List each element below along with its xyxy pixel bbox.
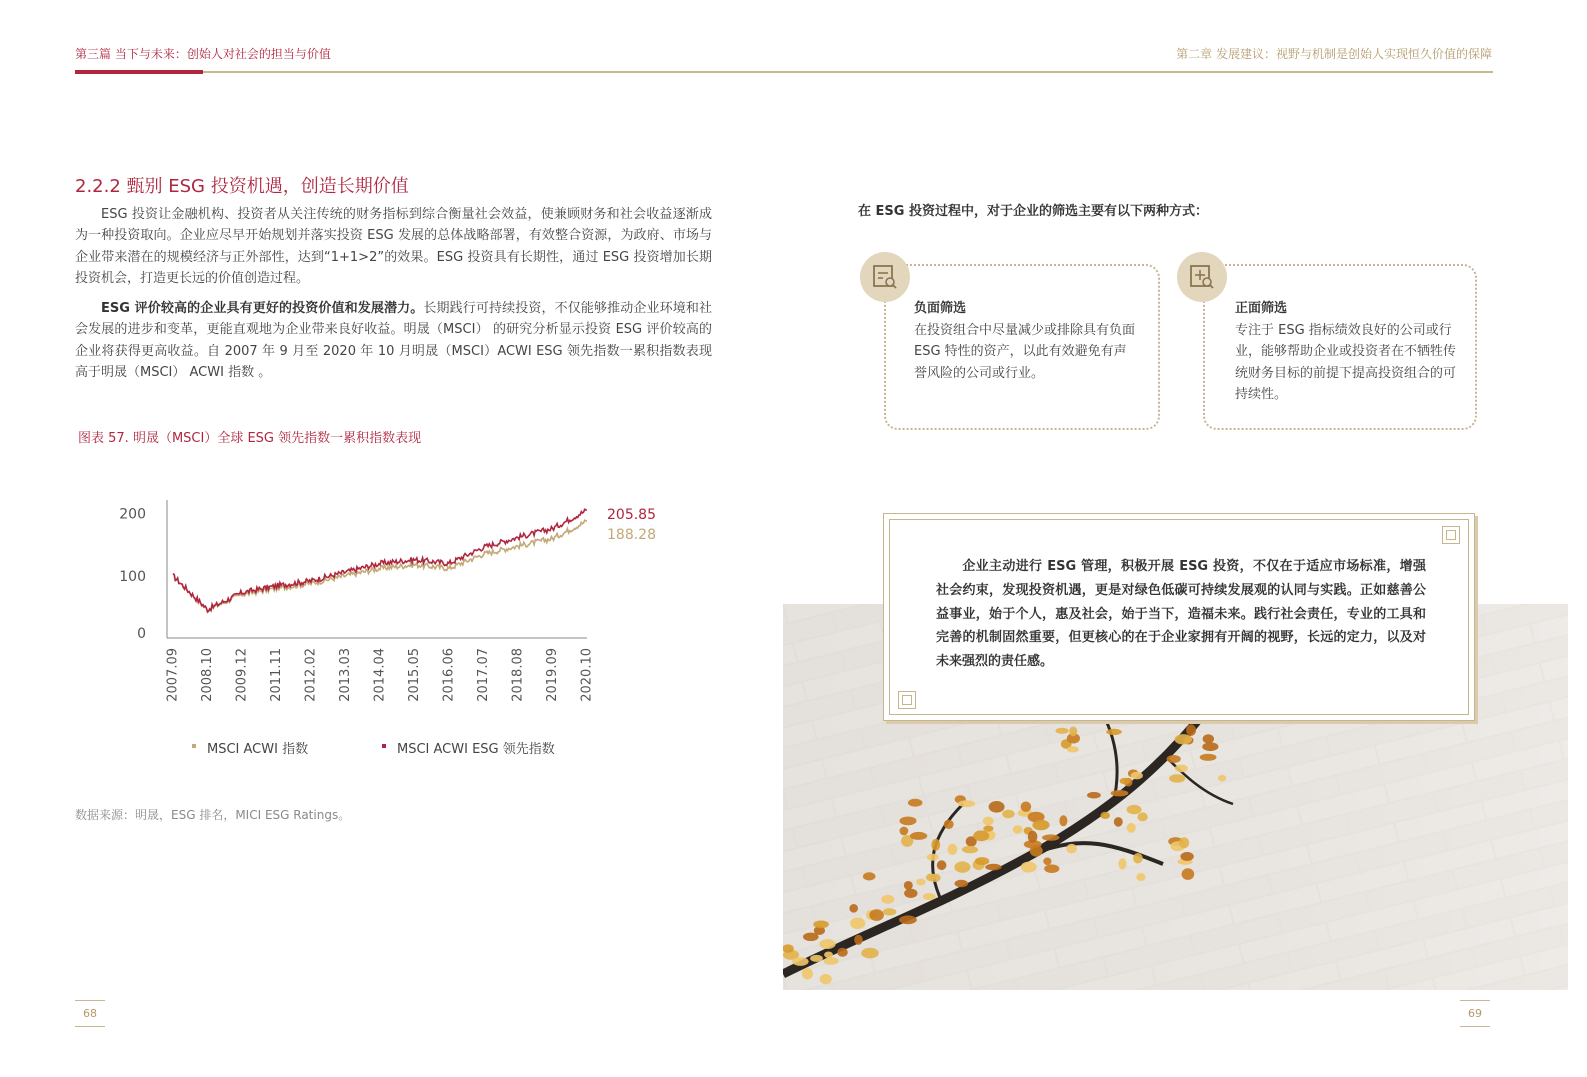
x-tick-label: 2014.04 <box>372 648 388 702</box>
x-tick-label: 2007.09 <box>165 648 181 702</box>
ginkgo-leaf <box>927 854 939 861</box>
plus-search-icon <box>1188 263 1216 291</box>
ginkgo-leaf <box>1021 862 1037 873</box>
legend-marker-2 <box>382 744 386 748</box>
chapter-header-right: 第二章 发展建议：视野与机制是创始人实现恒久价值的保障 <box>1176 47 1492 61</box>
ginkgo-leaf <box>1169 774 1185 782</box>
negative-screening-title: 负面筛选 <box>914 301 967 316</box>
x-tick-label: 2015.05 <box>407 648 422 702</box>
quote-body: 企业主动进行 ESG 管理，积极开展 ESG 投资，不仅在于适应市场标准，增强社会约束，发现投资机遇，更是对绿色低碳可持续发展观的认同与实践。正如慈善公益事业，始于个人，惠及社会，始于当下，造福未来。践行社会责任，专业的工具和完善的机制固然重要，但更核心的在于企业家拥有开阔的视野，长远的定力，以及对未来强烈的责任感。 <box>936 559 1426 670</box>
ginkgo-leaf <box>1066 844 1076 854</box>
ginkgo-leaf <box>861 948 879 959</box>
x-tick-label: 2012.02 <box>303 648 319 702</box>
ginkgo-leaf <box>883 908 897 915</box>
section-title: 2.2.2 甄别 ESG 投资机遇，创造长期价值 <box>75 176 409 197</box>
ginkgo-leaf <box>1032 820 1049 831</box>
ginkgo-leaf <box>900 817 917 826</box>
paragraph-2 <box>75 298 712 383</box>
ginkgo-leaf <box>1179 837 1189 848</box>
ginkgo-leaf <box>983 817 994 826</box>
ginkgo-leaf <box>926 874 935 882</box>
ginkgo-leaf <box>1013 825 1023 833</box>
end-label-esg-leaders: 205.85 <box>607 507 656 523</box>
ginkgo-leaf <box>973 830 989 841</box>
ginkgo-leaf <box>989 801 1005 813</box>
quote-text <box>936 555 1426 674</box>
ginkgo-leaf <box>948 844 958 855</box>
ginkgo-leaf <box>1059 815 1067 826</box>
ginkgo-leaf <box>1175 734 1193 744</box>
corner-square-top-right <box>1442 526 1460 544</box>
data-source-note: 数据来源：明晟，ESG 排名，MICI ESG Ratings。 <box>75 808 351 822</box>
y-tick-label: 100 <box>119 568 146 585</box>
ginkgo-leaf <box>958 800 975 807</box>
ginkgo-leaf <box>899 915 917 924</box>
header-accent-bar <box>75 70 203 74</box>
paragraph-1-text: ESG 投资让金融机构、投资者从关注传统的财务指标到综合衡量社会效益，使兼顾财务和社会收益逐渐成为一种投资取向。企业应尽早开始规划并落实投资 ESG 发展的总体战略部署，有效整合资源，为政府、市场与企业带来潜在的规模经济与正外部性，达到“1+1>2”的效果。ESG 投资具有长期性，通过 ESG 投资增加长期投资机会，打造更长远的价值创造过程。 <box>75 207 712 286</box>
ginkgo-leaf <box>975 857 989 865</box>
chapter-header-left: 第三篇 当下与未来：创始人对社会的担当与价值 <box>75 47 331 61</box>
corner-square-bottom-left <box>898 691 916 709</box>
ginkgo-leaf <box>1067 746 1079 752</box>
ginkgo-leaf <box>1106 729 1122 735</box>
ginkgo-leaf <box>1137 812 1147 821</box>
negative-screening-text: 在投资组合中尽量减少或排除具有负面 ESG 特性的资产，以此有效避免有声誉风险的公司或行业。 <box>914 323 1136 381</box>
ginkgo-leaf <box>1002 810 1014 819</box>
x-tick-label: 2008.10 <box>200 648 215 702</box>
x-tick-label: 2009.12 <box>234 648 250 702</box>
ginkgo-leaf <box>931 839 940 851</box>
legend-label-2: MSCI ACWI ESG 领先指数 <box>397 742 555 757</box>
ginkgo-leaf <box>1087 792 1101 799</box>
ginkgo-leaf <box>955 880 969 888</box>
paragraph-2-text: 长期践行可持续投资，不仅能够推动企业环境和社会发展的进步和变革，更能直观地为企业带来良好收益。明晟（MSCI） 的研究分析显示投资 ESG 评价较高的企业将获得更高收益。自 2007 年 9 月至 2020 年 10 月明晟（MSCI）ACWI ESG 领先指数一累积指数表现高于明晟（MSCI） ACWI 指数 。 <box>75 301 712 380</box>
ginkgo-leaf <box>1100 812 1110 819</box>
ginkgo-leaf <box>813 921 829 929</box>
ginkgo-leaf <box>1131 772 1143 780</box>
page-number-right: 69 <box>1460 1000 1490 1027</box>
ginkgo-leaf <box>1042 834 1059 840</box>
figure-caption: 图表 57. 明晟（MSCI）全球 ESG 领先指数一累积指数表现 <box>78 431 422 446</box>
page-number-left: 68 <box>75 1000 105 1027</box>
positive-screening-text: 专注于 ESG 指标绩效良好的公司或行业，能够帮助企业或投资者在不牺牲传统财务目标的前提下提高投资组合的可持续性。 <box>1235 323 1457 402</box>
ginkgo-leaf <box>803 933 819 942</box>
ginkgo-leaf <box>881 895 894 904</box>
x-tick-label: 2019.09 <box>545 648 560 702</box>
ginkgo-leaf <box>1056 728 1069 734</box>
ginkgo-leaf <box>1202 742 1218 751</box>
ginkgo-leaf <box>1203 734 1214 743</box>
paragraph-2-bold: ESG 评价较高的企业具有更好的投资价值和发展潜力。 <box>101 301 424 316</box>
ginkgo-leaf <box>1186 724 1196 735</box>
ginkgo-leaf <box>1120 778 1131 785</box>
ginkgo-leaf <box>944 820 954 829</box>
ginkgo-leaf <box>1111 790 1129 796</box>
ginkgo-leaf <box>1069 727 1077 737</box>
ginkgo-leaf <box>850 918 865 930</box>
ginkgo-leaf <box>854 935 863 945</box>
ginkgo-leaf <box>1118 858 1126 869</box>
ginkgo-leaf <box>904 881 913 890</box>
x-tick-label: 2016.06 <box>441 648 457 702</box>
ginkgo-leaf <box>908 799 923 807</box>
paragraph-1 <box>75 204 712 289</box>
series-line-2 <box>173 509 587 611</box>
ginkgo-leaf <box>1114 817 1123 827</box>
positive-screening-title: 正面筛选 <box>1235 301 1288 316</box>
ginkgo-leaf <box>983 826 993 832</box>
end-label-acwi: 188.28 <box>607 527 656 543</box>
ginkgo-leaf <box>1167 755 1181 763</box>
ginkgo-leaf <box>1127 823 1136 833</box>
ginkgo-leaf <box>837 948 848 957</box>
ginkgo-leaf <box>820 974 832 984</box>
y-tick-label: 200 <box>119 506 146 523</box>
ginkgo-leaf <box>1021 802 1032 812</box>
x-tick-label: 2018.08 <box>510 648 526 702</box>
ginkgo-leaf <box>810 955 823 962</box>
ginkgo-leaf <box>1044 864 1059 873</box>
ginkgo-leaf <box>900 827 909 836</box>
document-search-icon <box>871 263 899 291</box>
x-tick-label: 2013.03 <box>338 648 353 702</box>
negative-screening-icon <box>860 252 910 302</box>
ginkgo-leaf <box>849 904 858 913</box>
ginkgo-leaf <box>863 872 876 880</box>
screening-intro: 在 ESG 投资过程中，对于企业的筛选主要有以下两种方式： <box>858 204 1208 219</box>
ginkgo-leaf <box>937 860 947 870</box>
ginkgo-leaf <box>910 832 927 840</box>
ginkgo-leaf <box>792 957 808 966</box>
ginkgo-leaf <box>802 968 813 980</box>
ginkgo-leaf <box>1175 765 1188 773</box>
ginkgo-leaf <box>1182 868 1195 880</box>
ginkgo-leaf <box>1180 852 1193 861</box>
ginkgo-leaf <box>869 909 884 921</box>
y-tick-label: 0 <box>137 626 146 642</box>
header-divider <box>75 71 1493 73</box>
ginkgo-leaf <box>962 846 978 853</box>
ginkgo-leaf <box>1043 858 1051 866</box>
ginkgo-leaf <box>824 952 833 958</box>
ginkgo-leaf <box>923 893 936 900</box>
ginkgo-leaf <box>916 879 926 886</box>
ginkgo-leaf <box>1028 831 1038 843</box>
legend-marker-1 <box>192 744 196 748</box>
x-tick-label: 2011.11 <box>269 648 284 702</box>
ginkgo-leaf <box>1200 754 1217 761</box>
ginkgo-leaf <box>824 957 839 965</box>
legend-label-1: MSCI ACWI 指数 <box>207 742 309 757</box>
x-tick-label: 2020.10 <box>579 648 595 702</box>
ginkgo-leaf <box>954 861 970 872</box>
x-tick-label: 2017.07 <box>476 648 491 702</box>
ginkgo-leaf <box>1133 853 1143 864</box>
ginkgo-leaf <box>1136 873 1145 881</box>
positive-screening-icon <box>1177 252 1227 302</box>
ginkgo-leaf <box>819 939 835 949</box>
ginkgo-leaf <box>1218 775 1226 782</box>
line-chart <box>100 495 700 785</box>
ginkgo-leaf <box>904 889 917 898</box>
ginkgo-leaf <box>985 864 1001 871</box>
chart-layer <box>119 500 656 757</box>
ginkgo-leaf <box>1127 805 1142 814</box>
